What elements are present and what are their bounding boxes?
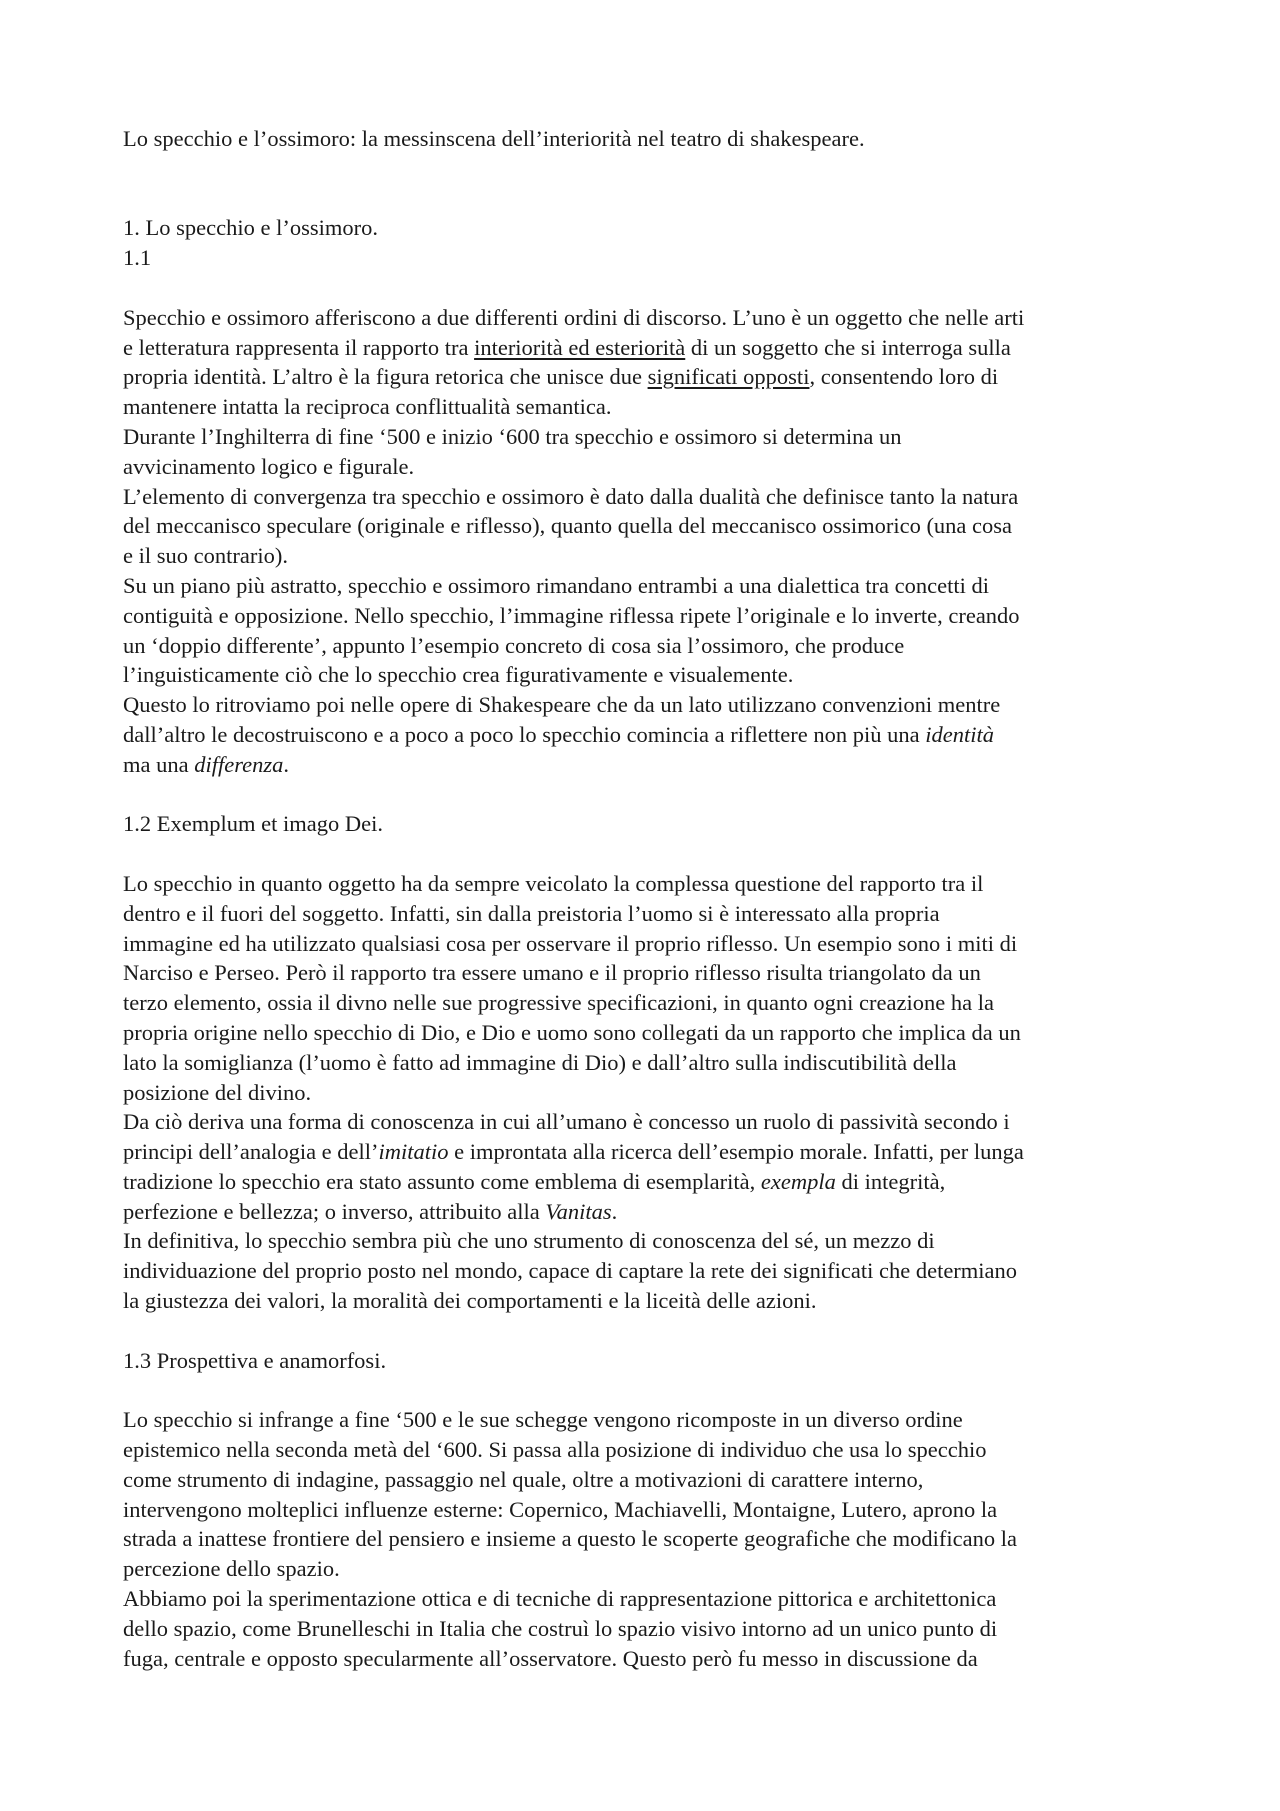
text-line: Da ciò deriva una forma di conoscenza in cui all’umano è concesso un ruolo di passività secondo i <box>123 1109 1010 1135</box>
spacer <box>123 154 1168 214</box>
paragraph <box>123 1226 1168 1315</box>
text-line <box>123 720 1168 750</box>
text-run: e letteratura rappresenta il rapporto tra <box>123 334 475 360</box>
text-run: perfezione e bellezza; o inverso, attribuito alla <box>123 1198 546 1224</box>
text-line: propria origine nello specchio di Dio, e Dio e uomo sono collegati da un rapporto che implica da un <box>123 1019 1021 1045</box>
text-line: contiguità e opposizione. Nello specchio, l’immagine riflessa ripete l’originale e lo inverte, creando <box>123 602 1020 628</box>
spacer <box>123 839 1168 869</box>
text-run: . <box>611 1198 618 1224</box>
italic-text: differenza <box>194 751 284 777</box>
text-line: Lo specchio si infrange a fine ‘500 e le sue schegge vengono ricomposte in un diverso ordine <box>123 1407 963 1433</box>
text-line: mantenere intatta la reciproca conflittualità semantica. <box>123 394 612 420</box>
text-run: principi dell’analogia e dell’ <box>123 1139 379 1165</box>
spacer <box>123 780 1168 810</box>
text-line: fuga, centrale e opposto specularmente all’osservatore. Questo però fu messo in discussione da <box>123 1645 978 1671</box>
text-line: Lo specchio in quanto oggetto ha da sempre veicolato la complessa questione del rapporto tra il <box>123 870 984 896</box>
italic-text: identità <box>925 721 994 747</box>
italic-text: imitatio <box>378 1139 449 1165</box>
text-line: come strumento di indagine, passaggio nel quale, oltre a motivazioni di carattere interno, <box>123 1466 924 1492</box>
text-run: e improntata alla ricerca dell’esempio morale. Infatti, per lunga <box>448 1139 1024 1165</box>
section-1-1-heading: 1.1 <box>123 245 152 271</box>
text-line: strada a inattese frontiere del pensiero e insieme a questo le scoperte geografiche che modificano la <box>123 1526 1017 1552</box>
text-line: lato la somiglianza (l’uomo è fatto ad immagine di Dio) e dall’altro sulla indiscutibilità della <box>123 1049 957 1075</box>
text-run: di un soggetto che si interroga sulla <box>685 334 1011 360</box>
text-line: un ‘doppio differente’, appunto l’esempio concreto di cosa sia l’ossimoro, che produce <box>123 632 905 658</box>
underlined-text: significati opposti <box>647 364 810 390</box>
text-line: L’elemento di convergenza tra specchio e ossimoro è dato dalla dualità che definisce tanto la natura <box>123 483 1019 509</box>
text-run: dall’altro le decostruiscono e a poco a poco lo specchio comincia a riflettere non più una <box>123 721 926 747</box>
text-line: del meccanisco speculare (originale e riflesso), quanto quella del meccanisco ossimorico (una cosa <box>123 513 1013 539</box>
text-line: epistemico nella seconda metà del ‘600. Si passa alla posizione di individuo che usa lo specchio <box>123 1437 987 1463</box>
text-line <box>123 1137 1168 1167</box>
text-line: immagine ed ha utilizzato qualsiasi cosa per osservare il proprio riflesso. Un esempio sono i miti di <box>123 930 1018 956</box>
text-line: Specchio e ossimoro afferiscono a due differenti ordini di discorso. L’uno è un oggetto che nelle arti <box>123 304 1025 330</box>
text-line <box>123 333 1168 363</box>
text-line: Questo lo ritroviamo poi nelle opere di Shakespeare che da un lato utilizzano convenzioni mentre <box>123 692 1001 718</box>
text-run: tradizione lo specchio era stato assunto come emblema di esemplarità, <box>123 1168 761 1194</box>
text-line: terzo elemento, ossia il divno nelle sue progressive specificazioni, in quanto ogni creazione ha la <box>123 990 994 1016</box>
underlined-text: interiorità ed esteriorità <box>474 334 686 360</box>
text-line <box>123 1167 1168 1197</box>
spacer <box>123 1316 1168 1346</box>
text-run: , consentendo loro di <box>809 364 999 390</box>
text-run: propria identità. L’altro è la figura retorica che unisce due <box>123 364 648 390</box>
section-1-heading: 1. Lo specchio e l’ossimoro. <box>123 215 378 241</box>
text-line: Narciso e Perseo. Però il rapporto tra essere umano e il proprio riflesso risulta triangolato da un <box>123 960 981 986</box>
text-line <box>123 1197 1168 1227</box>
paragraph <box>123 571 1168 690</box>
text-line: dello spazio, come Brunelleschi in Italia che costruì lo spazio visivo intorno ad un unico punto di <box>123 1615 998 1641</box>
document-page <box>123 124 1168 1673</box>
section-1-3-heading: 1.3 Prospettiva e anamorfosi. <box>123 1347 387 1373</box>
text-line <box>123 362 1168 392</box>
paragraph <box>123 1107 1168 1226</box>
italic-text: exempla <box>760 1168 836 1194</box>
text-run: di integrità, <box>835 1168 946 1194</box>
text-line <box>123 750 1168 780</box>
text-line: individuazione del proprio posto nel mondo, capace di captare la rete dei significati che determiano <box>123 1258 1018 1284</box>
text-line: percezione dello spazio. <box>123 1556 340 1582</box>
text-line: dentro e il fuori del soggetto. Infatti, sin dalla preistoria l’uomo si è interessato alla propria <box>123 900 940 926</box>
text-run: . <box>283 751 290 777</box>
text-line: intervengono molteplici influenze esterne: Copernico, Machiavelli, Montaigne, Lutero, aprono la <box>123 1496 998 1522</box>
text-run: ma una <box>123 751 195 777</box>
italic-text: Vanitas <box>545 1198 612 1224</box>
text-line: avvicinamento logico e figurale. <box>123 453 415 479</box>
paragraph <box>123 1405 1168 1584</box>
spacer <box>123 1375 1168 1405</box>
paragraph <box>123 869 1168 1107</box>
text-line: Su un piano più astratto, specchio e ossimoro rimandano entrambi a una dialettica tra concetti di <box>123 572 989 598</box>
text-line: posizione del divino. <box>123 1079 312 1105</box>
text-line: l’inguisticamente ciò che lo specchio crea figurativamente e visualemente. <box>123 662 794 688</box>
text-line: Durante l’Inghilterra di fine ‘500 e inizio ‘600 tra specchio e ossimoro si determina un <box>123 423 902 449</box>
section-1-2-heading: 1.2 Exemplum et imago Dei. <box>123 811 383 837</box>
text-line: e il suo contrario). <box>123 543 288 569</box>
spacer <box>123 273 1168 303</box>
paragraph <box>123 690 1168 779</box>
paragraph <box>123 303 1168 422</box>
paragraph <box>123 482 1168 571</box>
document-title: Lo specchio e l’ossimoro: la messinscena dell’interiorità nel teatro di shakespeare. <box>123 126 865 151</box>
paragraph <box>123 422 1168 482</box>
text-line: In definitiva, lo specchio sembra più che uno strumento di conoscenza del sé, un mezzo di <box>123 1228 935 1254</box>
text-line: Abbiamo poi la sperimentazione ottica e di tecniche di rappresentazione pittorica e architettonica <box>123 1586 997 1612</box>
paragraph <box>123 1584 1168 1673</box>
text-line: la giustezza dei valori, la moralità dei comportamenti e la liceità delle azioni. <box>123 1288 817 1314</box>
